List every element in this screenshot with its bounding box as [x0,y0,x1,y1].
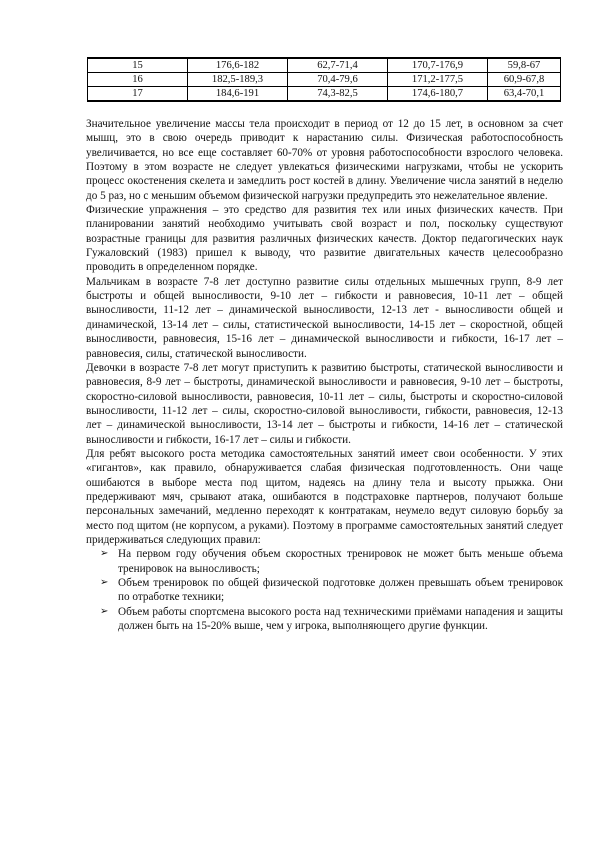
list-item-text: Объем работы спортсмена высокого роста над техническими приёмами нападения и защиты должен быть на 15-20% выше, чем у игрока, выполняющего другие функции. [118,605,563,633]
table-row [88,73,561,87]
table-cell: 74,3-82,5 [288,87,388,102]
table-cell: 60,9-67,8 [488,73,561,87]
growth-weight-table [87,57,561,102]
list-item [86,576,563,605]
list-item-text: На первом году обучения объем скоростных тренировок не может быть меньше объема тренировок на выносливость; [118,548,563,575]
list-item [86,605,563,634]
arrow-bullet-icon: ➢ [100,577,109,588]
arrow-bullet-icon: ➢ [100,548,109,560]
paragraph-mass-increase: Значительное увеличение массы тела происходит в период от 12 до 15 лет, в основном за счет мышц, это в свою очередь приводит к нарастанию силы. Физическая работоспособность увеличивается, но все еще составляет 60-70% от уровня работоспособности взрослого человека. Поэтому в этом возрасте не следует увлекаться физическими нагрузками, чтобы не ускорить процесс окостенения скелета и замедлить рост костей в длину. Увеличение числа занятий в неделю до 5 раз, но с меньшим объемом физической нагрузки предупредить это нежелательное явление. [86,118,563,202]
table-cell: 174,6-180,7 [388,87,488,102]
list-item [86,547,563,576]
paragraph-physical-exercises: Физические упражнения – это средство для развития тех или иных физических качеств. При планировании занятий необходимо учитывать свой возраст и пол, поскольку существуют возрастные границы для развития различных физических качеств. Доктор педагогических наук Гужаловский (1983) пришел к выводу, что развитие двигательных качеств целесообразно проводить в определенном порядке. [86,204,563,274]
table-cell: 70,4-79,6 [288,73,388,87]
table-cell: 15 [88,58,188,73]
table-cell: 182,5-189,3 [188,73,288,87]
table-cell: 176,6-182 [188,58,288,73]
table-cell: 63,4-70,1 [488,87,561,102]
paragraph-boys-development: Мальчикам в возрасте 7-8 лет доступно развитие силы отдельных мышечных групп, 8-9 лет быстроты и общей выносливости, 9-10 лет – гибкости и равновесия, 10-11 лет – общей выносливости, 11-12 лет – динамической выносливости, 12-13 лет - выносливости общей и динамической, 13-14 лет – силы, статистической выносливости, 14-15 лет – скоростной, общей выносливости, равновесия, 15-16 лет – динамической выносливости и гибкости, 16-17 лет – равновесия, силы, статической выносливости. [86,275,563,360]
table-cell: 16 [88,73,188,87]
paragraph-tall-players: Для ребят высокого роста методика самостоятельных занятий имеет свои особенности. У этих «гигантов», как правило, обнаруживается слабая физическая подготовленность. Они чаще ошибаются в выборе места под щитом, надеясь на длину тела и высоту прыжка. Они предерживают мяч, срывают атака, ошибаются в подстраховке партнеров, получают больше персональных замечаний, медленно переходят к контратакам, неумело ведут силовую борьбу за место под щитом (не корпусом, а руками). Поэтому в программе самостоятельных занятий следует придерживаться следующих правил: [86,447,563,546]
table-row [88,58,561,73]
table-cell: 17 [88,87,188,102]
document-page [86,57,563,633]
table-row [88,87,561,102]
table-cell: 62,7-71,4 [288,58,388,73]
arrow-bullet-icon: ➢ [100,605,109,617]
paragraph-girls-development: Девочки в возрасте 7-8 лет могут приступить к развитию быстроты, статической выносливости и равновесия, 8-9 лет – быстроты, динамической выносливости и равновесия, 9-10 лет – быстроты, скоростно-силовой выносливости, равновесия, 10-11 лет – силы, быстроты и скоростно-силовой выносливости, 11-12 лет – силы, скоростно-силовой выносливости, гибкости, равновесия, 12-13 лет – динамической выносливости, 13-14 лет – быстроты и гибкости, 14-16 лет – статической выносливости и гибкости, 16-17 лет – силы и гибкости. [86,361,563,446]
body-text [86,117,563,633]
table-cell: 170,7-176,9 [388,58,488,73]
table-cell: 184,6-191 [188,87,288,102]
list-item-text: Объем тренировок по общей физической подготовке должен превышать объем тренировок по отработке техники; [118,577,563,604]
training-rules-list [86,547,563,633]
table-cell: 171,2-177,5 [388,73,488,87]
table-cell: 59,8-67 [488,58,561,73]
